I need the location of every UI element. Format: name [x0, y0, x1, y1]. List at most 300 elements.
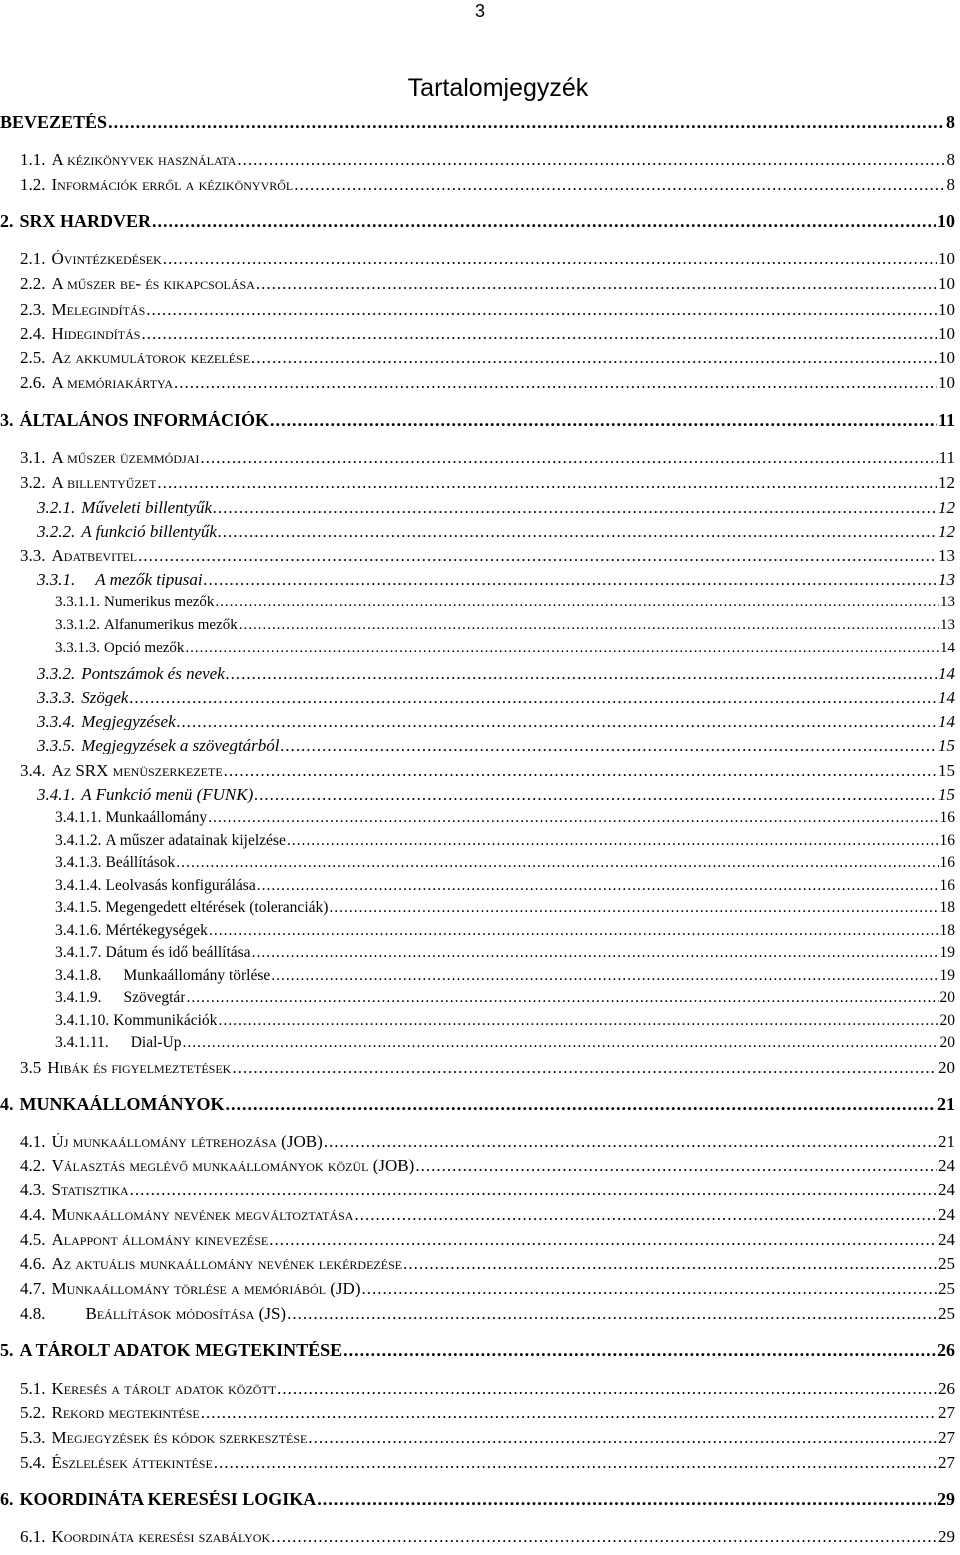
toc-entry-label: [55, 833, 286, 849]
toc-entry[interactable]: [0, 1157, 955, 1174]
dot-leader: [251, 349, 937, 366]
toc-entry-number: 6.1.: [20, 1528, 46, 1545]
toc-entry[interactable]: [0, 923, 955, 939]
toc-entry-title: ÁLTALÁNOS INFORMÁCIÓK: [19, 411, 270, 429]
toc-entry-number: 5.1.: [20, 1380, 46, 1397]
toc-entry-number: 5.4.: [20, 1454, 46, 1471]
toc-entry-label: [20, 1528, 270, 1545]
toc-entry-title: Információk erről a kézikönyvről: [51, 176, 294, 193]
toc-entry[interactable]: [0, 325, 955, 342]
toc-entry-title: Hibák és figyelmeztetések: [47, 1059, 232, 1076]
toc-entry[interactable]: [0, 411, 955, 429]
toc-entry-number: 3.4.1.8.: [55, 968, 102, 984]
dot-leader: [152, 212, 936, 230]
toc-entry-title: A műszer üzemmódjai: [51, 449, 200, 466]
toc-entry-label: [0, 1095, 225, 1113]
dot-leader: [141, 325, 937, 342]
toc-entry-title: Új munkaállomány létrehozása (JOB): [51, 1133, 323, 1150]
toc-entry[interactable]: [0, 1013, 955, 1029]
toc-entry-label: [20, 1255, 402, 1272]
toc-entry-label: [20, 474, 156, 491]
toc-entry[interactable]: [0, 571, 955, 588]
toc-entry-label: [37, 689, 128, 706]
toc-entry-number: 5.: [0, 1341, 14, 1359]
toc-entry-page: 12: [938, 522, 955, 541]
toc-entry-page: 14: [938, 688, 955, 707]
toc-entry-title: Statisztika: [51, 1181, 129, 1198]
toc-entry-number: 3.4.1.1.: [55, 810, 102, 826]
dot-leader: [177, 713, 937, 730]
toc-entry[interactable]: [0, 1404, 955, 1421]
dot-leader: [343, 1341, 936, 1359]
toc-entry[interactable]: [0, 1095, 955, 1113]
toc-entry-number: 4.5.: [20, 1231, 46, 1248]
dot-leader: [182, 1035, 938, 1051]
toc-entry-label: [20, 1181, 129, 1198]
toc-entry[interactable]: [0, 1059, 955, 1076]
dot-leader: [214, 1454, 937, 1471]
toc-entry-label: [20, 349, 250, 366]
toc-entry-number: 3.4.1.3.: [55, 855, 102, 871]
toc-entry-title: Beállítások: [105, 855, 176, 871]
toc-entry-label: [37, 523, 217, 540]
toc-entry-page: 25: [938, 1304, 955, 1323]
toc-entry-label: [20, 547, 137, 564]
toc-entry-page: 20: [939, 989, 955, 1006]
dot-leader: [176, 855, 938, 871]
toc-entry-number: 3.3.1.2.: [55, 618, 100, 633]
toc-entry[interactable]: [0, 1454, 955, 1471]
toc-entry-label: [55, 810, 207, 826]
toc-entry-title: A kézikönyvek használata: [51, 151, 237, 168]
toc-entry-page: 24: [938, 1156, 955, 1175]
toc-entry-number: 3.3.1.3.: [55, 641, 100, 656]
dot-leader: [403, 1255, 937, 1272]
toc-entry-page: 10: [938, 300, 955, 319]
toc-entry-page: 21: [937, 1094, 955, 1114]
dot-leader: [294, 176, 945, 193]
toc-entry-page: 20: [939, 1034, 955, 1051]
page-title: Tartalomjegyzék: [407, 74, 589, 102]
toc-entry[interactable]: [0, 878, 955, 894]
toc-entry-number: 3.4.1.5.: [55, 900, 102, 916]
dot-leader: [163, 250, 937, 267]
toc-entry-label: [20, 151, 236, 168]
toc-entry-page: 27: [938, 1453, 955, 1472]
toc-entry-title: Óvintézkedések: [51, 250, 162, 267]
toc-entry-title: Dial-Up: [130, 1035, 182, 1051]
toc-entry-label: [55, 878, 256, 894]
toc-entry-title: A mezők tipusai: [95, 571, 203, 588]
toc-entry-page: 13: [940, 617, 955, 633]
toc-entry-page: 10: [938, 348, 955, 367]
toc-entry[interactable]: [0, 833, 955, 849]
toc-entry[interactable]: [0, 499, 955, 516]
toc-entry-number: 3.4.1.7.: [55, 945, 102, 961]
toc-entry-page: 12: [938, 498, 955, 517]
toc-entry-label: [20, 1206, 353, 1223]
toc-entry[interactable]: [0, 945, 955, 961]
toc-entry-label: [20, 762, 223, 779]
toc-entry-label: [55, 855, 175, 871]
toc-entry-page: 10: [938, 373, 955, 392]
toc-entry-title: Keresés a tárolt adatok között: [51, 1380, 277, 1397]
toc-entry[interactable]: [0, 713, 955, 730]
toc-entry-title: Koordináta keresési szabályok: [51, 1528, 271, 1545]
toc-entry-number: 3.4.1.2.: [55, 833, 102, 849]
toc-entry[interactable]: [0, 1255, 955, 1272]
toc-entry-title: Választás meglévő munkaállományok közül (JOB): [51, 1157, 415, 1174]
toc-entry-page: 21: [938, 1132, 955, 1151]
toc-entry-label: [20, 1454, 213, 1471]
toc-entry[interactable]: [0, 212, 955, 230]
toc-entry-page: 10: [938, 249, 955, 268]
toc-entry-number: 2.4.: [20, 325, 46, 342]
dot-leader: [200, 449, 937, 466]
dot-leader: [287, 833, 939, 849]
toc-entry-number: 3.3.2.: [37, 665, 76, 682]
dot-leader: [130, 1181, 937, 1198]
toc-entry-label: [37, 713, 176, 730]
toc-entry-page: 29: [937, 1489, 955, 1509]
toc-entry-page: 11: [937, 410, 955, 430]
toc-entry-page: 25: [938, 1254, 955, 1273]
toc-entry-number: 3.3.: [20, 547, 46, 564]
dot-leader: [269, 1231, 937, 1248]
dot-leader: [270, 411, 937, 429]
toc-entry[interactable]: [0, 641, 955, 656]
toc-entry-title: Adatbevitel: [51, 547, 138, 564]
toc-entry-title: MUNKAÁLLOMÁNYOK: [19, 1095, 225, 1113]
toc-entry-number: 4.7.: [20, 1280, 46, 1297]
toc-entry-page: 20: [939, 1012, 955, 1029]
toc-entry[interactable]: [0, 900, 955, 916]
toc-entry-label: [55, 990, 185, 1006]
dot-leader: [226, 665, 937, 682]
toc-entry-number: 6.: [0, 1490, 14, 1508]
toc-entry-label: [55, 1035, 181, 1051]
toc-entry[interactable]: [0, 1490, 955, 1508]
toc-entry-number: BEVEZETÉS: [0, 113, 108, 131]
toc-entry-label: [20, 176, 293, 193]
toc-entry-page: 20: [938, 1058, 955, 1077]
toc-entry-title: Rekord megtekintése: [51, 1404, 200, 1421]
toc-entry-page: 14: [938, 664, 955, 683]
toc-entry[interactable]: [0, 1305, 955, 1322]
toc-entry-number: 3.4.: [20, 762, 46, 779]
toc-entry-label: [20, 1380, 276, 1397]
toc-entry[interactable]: [0, 786, 955, 803]
toc-entry-label: [0, 1341, 342, 1359]
toc-entry-label: [55, 595, 214, 610]
toc-entry-label: [0, 1490, 316, 1508]
toc-entry-number: 3.2.1.: [37, 499, 76, 516]
toc-entry-label: [20, 325, 140, 342]
toc-entry-label: [37, 499, 212, 516]
toc-entry[interactable]: [0, 968, 955, 984]
dot-leader: [209, 923, 939, 939]
toc-entry[interactable]: [0, 1133, 955, 1150]
toc-entry-label: [20, 275, 255, 292]
toc-entry-page: 16: [939, 877, 955, 894]
toc-entry-title: Munkaállomány nevének megváltoztatása: [51, 1206, 354, 1223]
toc-entry-number: 3.5: [20, 1059, 42, 1076]
toc-entry-page: 8: [946, 150, 955, 169]
toc-entry-number: 3.4.1.6.: [55, 923, 102, 939]
toc-entry[interactable]: [0, 275, 955, 292]
toc-entry-label: [55, 641, 184, 656]
toc-entry-page: 18: [939, 922, 955, 939]
toc-entry-label: [20, 1280, 361, 1297]
toc-entry[interactable]: [0, 449, 955, 466]
dot-leader: [108, 113, 945, 131]
toc-entry-title: Hidegindítás: [51, 325, 141, 342]
dot-leader: [218, 523, 937, 540]
toc-entry-title: Mértékegységek: [105, 923, 208, 939]
toc-entry[interactable]: [0, 374, 955, 391]
toc-entry[interactable]: [0, 1231, 955, 1248]
toc-entry-page: 10: [937, 211, 955, 231]
toc-entry-title: Leolvasás konfigurálása: [105, 878, 256, 894]
toc-entry-title: Munkaállomány törlése: [123, 968, 271, 984]
toc-entry[interactable]: [0, 1181, 955, 1198]
dot-leader: [256, 275, 937, 292]
toc-entry-page: 16: [939, 809, 955, 826]
toc-entry-title: Kommunikációk: [113, 1013, 218, 1029]
toc-entry-page: 14: [940, 640, 955, 656]
toc-entry-label: [37, 786, 253, 803]
toc-entry[interactable]: [0, 151, 955, 168]
toc-entry[interactable]: [0, 301, 955, 318]
toc-entry-label: [55, 618, 238, 633]
toc-entry-number: 4.4.: [20, 1206, 46, 1223]
toc-entry[interactable]: [0, 737, 955, 754]
toc-entry-page: 19: [939, 944, 955, 961]
toc-entry-title: Alfanumerikus mezők: [104, 618, 238, 633]
toc-entry[interactable]: [0, 250, 955, 267]
toc-entry-page: 24: [938, 1230, 955, 1249]
toc-entry-page: 8: [946, 112, 955, 132]
toc-entry-page: 24: [938, 1205, 955, 1224]
toc-entry[interactable]: [0, 990, 955, 1006]
toc-entry-label: [37, 737, 280, 754]
toc-entry-label: [20, 1133, 323, 1150]
toc-entry-title: A TÁROLT ADATOK MEGTEKINTÉSE: [19, 1341, 343, 1359]
dot-leader: [208, 810, 938, 826]
toc-entry-number: 2.6.: [20, 374, 46, 391]
toc-entry-page: 13: [940, 594, 955, 610]
dot-leader: [232, 1059, 937, 1076]
toc-entry-title: A billentyűzet: [51, 474, 157, 491]
toc-entry-number: 3.4.1.11.: [55, 1035, 109, 1051]
toc-entry-number: 2.2.: [20, 275, 46, 292]
toc-entry-number: 2.: [0, 212, 14, 230]
toc-entry-title: Az aktuális munkaállomány nevének lekérdezése: [51, 1255, 403, 1272]
toc-entry-number: 3.4.1.: [37, 786, 76, 803]
toc-entry-label: [20, 1429, 307, 1446]
toc-entry-number: 3.2.: [20, 474, 46, 491]
toc-entry[interactable]: [0, 113, 955, 131]
toc-entry-label: [55, 1013, 217, 1029]
toc-entry-label: [37, 665, 225, 682]
toc-entry-number: 4.1.: [20, 1133, 46, 1150]
toc-entry-number: 3.4.1.4.: [55, 878, 102, 894]
dot-leader: [224, 762, 937, 779]
dot-leader: [186, 990, 938, 1006]
toc-entry[interactable]: [0, 1380, 955, 1397]
dot-leader: [239, 618, 939, 633]
toc-entry-number: 4.3.: [20, 1181, 46, 1198]
toc-entry-page: 27: [938, 1403, 955, 1422]
dot-leader: [226, 1095, 937, 1113]
dot-leader: [317, 1490, 936, 1508]
toc-entry-number: 1.2.: [20, 176, 46, 193]
toc-entry-title: Munkaállomány: [105, 810, 208, 826]
toc-entry-label: [20, 1231, 268, 1248]
toc-entry-page: 12: [938, 473, 955, 492]
toc-entry-title: Megjegyzések és kódok szerkesztése: [51, 1429, 308, 1446]
toc-entry[interactable]: [0, 176, 955, 193]
toc-entry-page: 27: [938, 1428, 955, 1447]
toc-entry[interactable]: [0, 1280, 955, 1297]
toc-entry[interactable]: [0, 1528, 955, 1545]
toc-entry-number: 5.2.: [20, 1404, 46, 1421]
toc-entry-page: 16: [939, 832, 955, 849]
toc-entry-page: 10: [938, 324, 955, 343]
toc-entry[interactable]: [0, 1429, 955, 1446]
toc-entry-label: [20, 301, 145, 318]
toc-entry-label: [20, 374, 173, 391]
toc-entry-title: Numerikus mezők: [104, 595, 215, 610]
toc-entry-number: 4.6.: [20, 1255, 46, 1272]
toc-entry[interactable]: [0, 618, 955, 633]
toc-entry[interactable]: [0, 474, 955, 491]
dot-leader: [218, 1013, 938, 1029]
dot-leader: [329, 900, 938, 916]
toc-entry-title: Opció mezők: [104, 641, 185, 656]
toc-entry[interactable]: [0, 855, 955, 871]
dot-leader: [271, 1528, 937, 1545]
toc-entry-page: 26: [937, 1340, 955, 1360]
toc-entry[interactable]: [0, 689, 955, 706]
toc-entry[interactable]: [0, 349, 955, 366]
toc-entry[interactable]: [0, 1035, 955, 1051]
toc-entry-page: 15: [938, 785, 955, 804]
toc-entry-title: Melegindítás: [51, 301, 146, 318]
toc-entry-title: Az SRX menüszerkezete: [51, 762, 223, 779]
toc-entry-label: [55, 923, 208, 939]
toc-entry-title: Megengedett eltérések (toleranciák): [105, 900, 329, 916]
toc-entry-number: 2.3.: [20, 301, 46, 318]
toc-entry-number: 4.8.: [20, 1305, 46, 1322]
dot-leader: [354, 1206, 937, 1223]
dot-leader: [271, 968, 938, 984]
toc-entry[interactable]: [0, 810, 955, 826]
toc-entry-title: Az akkumulátorok kezelése: [51, 349, 251, 366]
toc-entry-label: [20, 1157, 414, 1174]
toc-entry-page: 25: [938, 1279, 955, 1298]
toc-entry-title: Megjegyzések: [81, 713, 176, 730]
toc-entry-number: 3.1.: [20, 449, 46, 466]
toc-entry[interactable]: [0, 665, 955, 682]
dot-leader: [324, 1133, 937, 1150]
toc-entry-number: 4.2.: [20, 1157, 46, 1174]
toc-entry-label: [0, 411, 269, 429]
toc-entry-title: Beállítások módosítása (JS): [85, 1305, 287, 1322]
toc-entry-number: 3.3.4.: [37, 713, 76, 730]
dot-leader: [308, 1429, 937, 1446]
toc-entry-label: [55, 900, 328, 916]
toc-entry-title: Észlelések áttekintése: [51, 1454, 213, 1471]
dot-leader: [257, 878, 939, 894]
toc-entry-title: Megjegyzések a szövegtárból: [81, 737, 280, 754]
toc-entry-page: 29: [938, 1527, 955, 1546]
toc-entry[interactable]: [0, 1341, 955, 1359]
dot-leader: [146, 301, 937, 318]
toc-entry-number: 3.3.1.: [37, 571, 76, 588]
toc-entry-number: 5.3.: [20, 1429, 46, 1446]
toc-entry-title: Szövegtár: [123, 990, 186, 1006]
toc-entry-title: Műveleti billentyűk: [81, 499, 212, 516]
toc-entry-number: 1.1.: [20, 151, 46, 168]
page-number: 3: [474, 1, 485, 21]
toc-entry[interactable]: [0, 762, 955, 779]
toc-entry-page: 26: [938, 1379, 955, 1398]
toc-entry-label: [20, 1305, 286, 1322]
dot-leader: [362, 1280, 938, 1297]
toc-entry-title: A Funkció menü (FUNK): [81, 786, 254, 803]
toc-entry-label: [55, 945, 251, 961]
dot-leader: [129, 689, 937, 706]
toc-entry-label: [20, 250, 162, 267]
dot-leader: [201, 1404, 937, 1421]
toc-entry[interactable]: [0, 595, 955, 610]
toc-entry-label: [20, 449, 199, 466]
toc-entry-number: 3.3.1.1.: [55, 595, 100, 610]
toc-entry-title: A memóriakártya: [51, 374, 174, 391]
dot-leader: [138, 547, 937, 564]
toc-entry-number: 3.4.1.10.: [55, 1013, 110, 1029]
toc-entry-label: [0, 212, 151, 230]
toc-entry-number: 3.3.5.: [37, 737, 76, 754]
toc-entry-title: Pontszámok és nevek: [81, 665, 225, 682]
toc-entry-number: 4.: [0, 1095, 14, 1113]
toc-entry-title: Szögek: [81, 689, 129, 706]
toc-entry-title: Dátum és idő beállítása: [105, 945, 251, 961]
toc-entry-page: 19: [939, 967, 955, 984]
dot-leader: [281, 737, 937, 754]
toc-entry-number: 3.3.3.: [37, 689, 76, 706]
dot-leader: [204, 571, 937, 588]
dot-leader: [277, 1380, 937, 1397]
toc-entry[interactable]: [0, 547, 955, 564]
toc-entry-page: 18: [939, 899, 955, 916]
toc-entry-page: 14: [938, 712, 955, 731]
toc-entry-page: 8: [946, 175, 955, 194]
toc-entry-title: KOORDINÁTA KERESÉSI LOGIKA: [19, 1490, 317, 1508]
toc-entry[interactable]: [0, 523, 955, 540]
toc-entry-title: SRX HARDVER: [19, 212, 152, 230]
toc-entry-number: 3.2.2.: [37, 523, 76, 540]
toc-entry-label: [20, 1404, 200, 1421]
toc-entry-page: 24: [938, 1180, 955, 1199]
toc-entry-page: 15: [938, 736, 955, 755]
dot-leader: [185, 641, 939, 656]
toc-entry-page: 15: [938, 761, 955, 780]
toc-entry[interactable]: [0, 1206, 955, 1223]
toc-entry-number: 2.5.: [20, 349, 46, 366]
toc-entry-title: A műszer adatainak kijelzése: [105, 833, 286, 849]
